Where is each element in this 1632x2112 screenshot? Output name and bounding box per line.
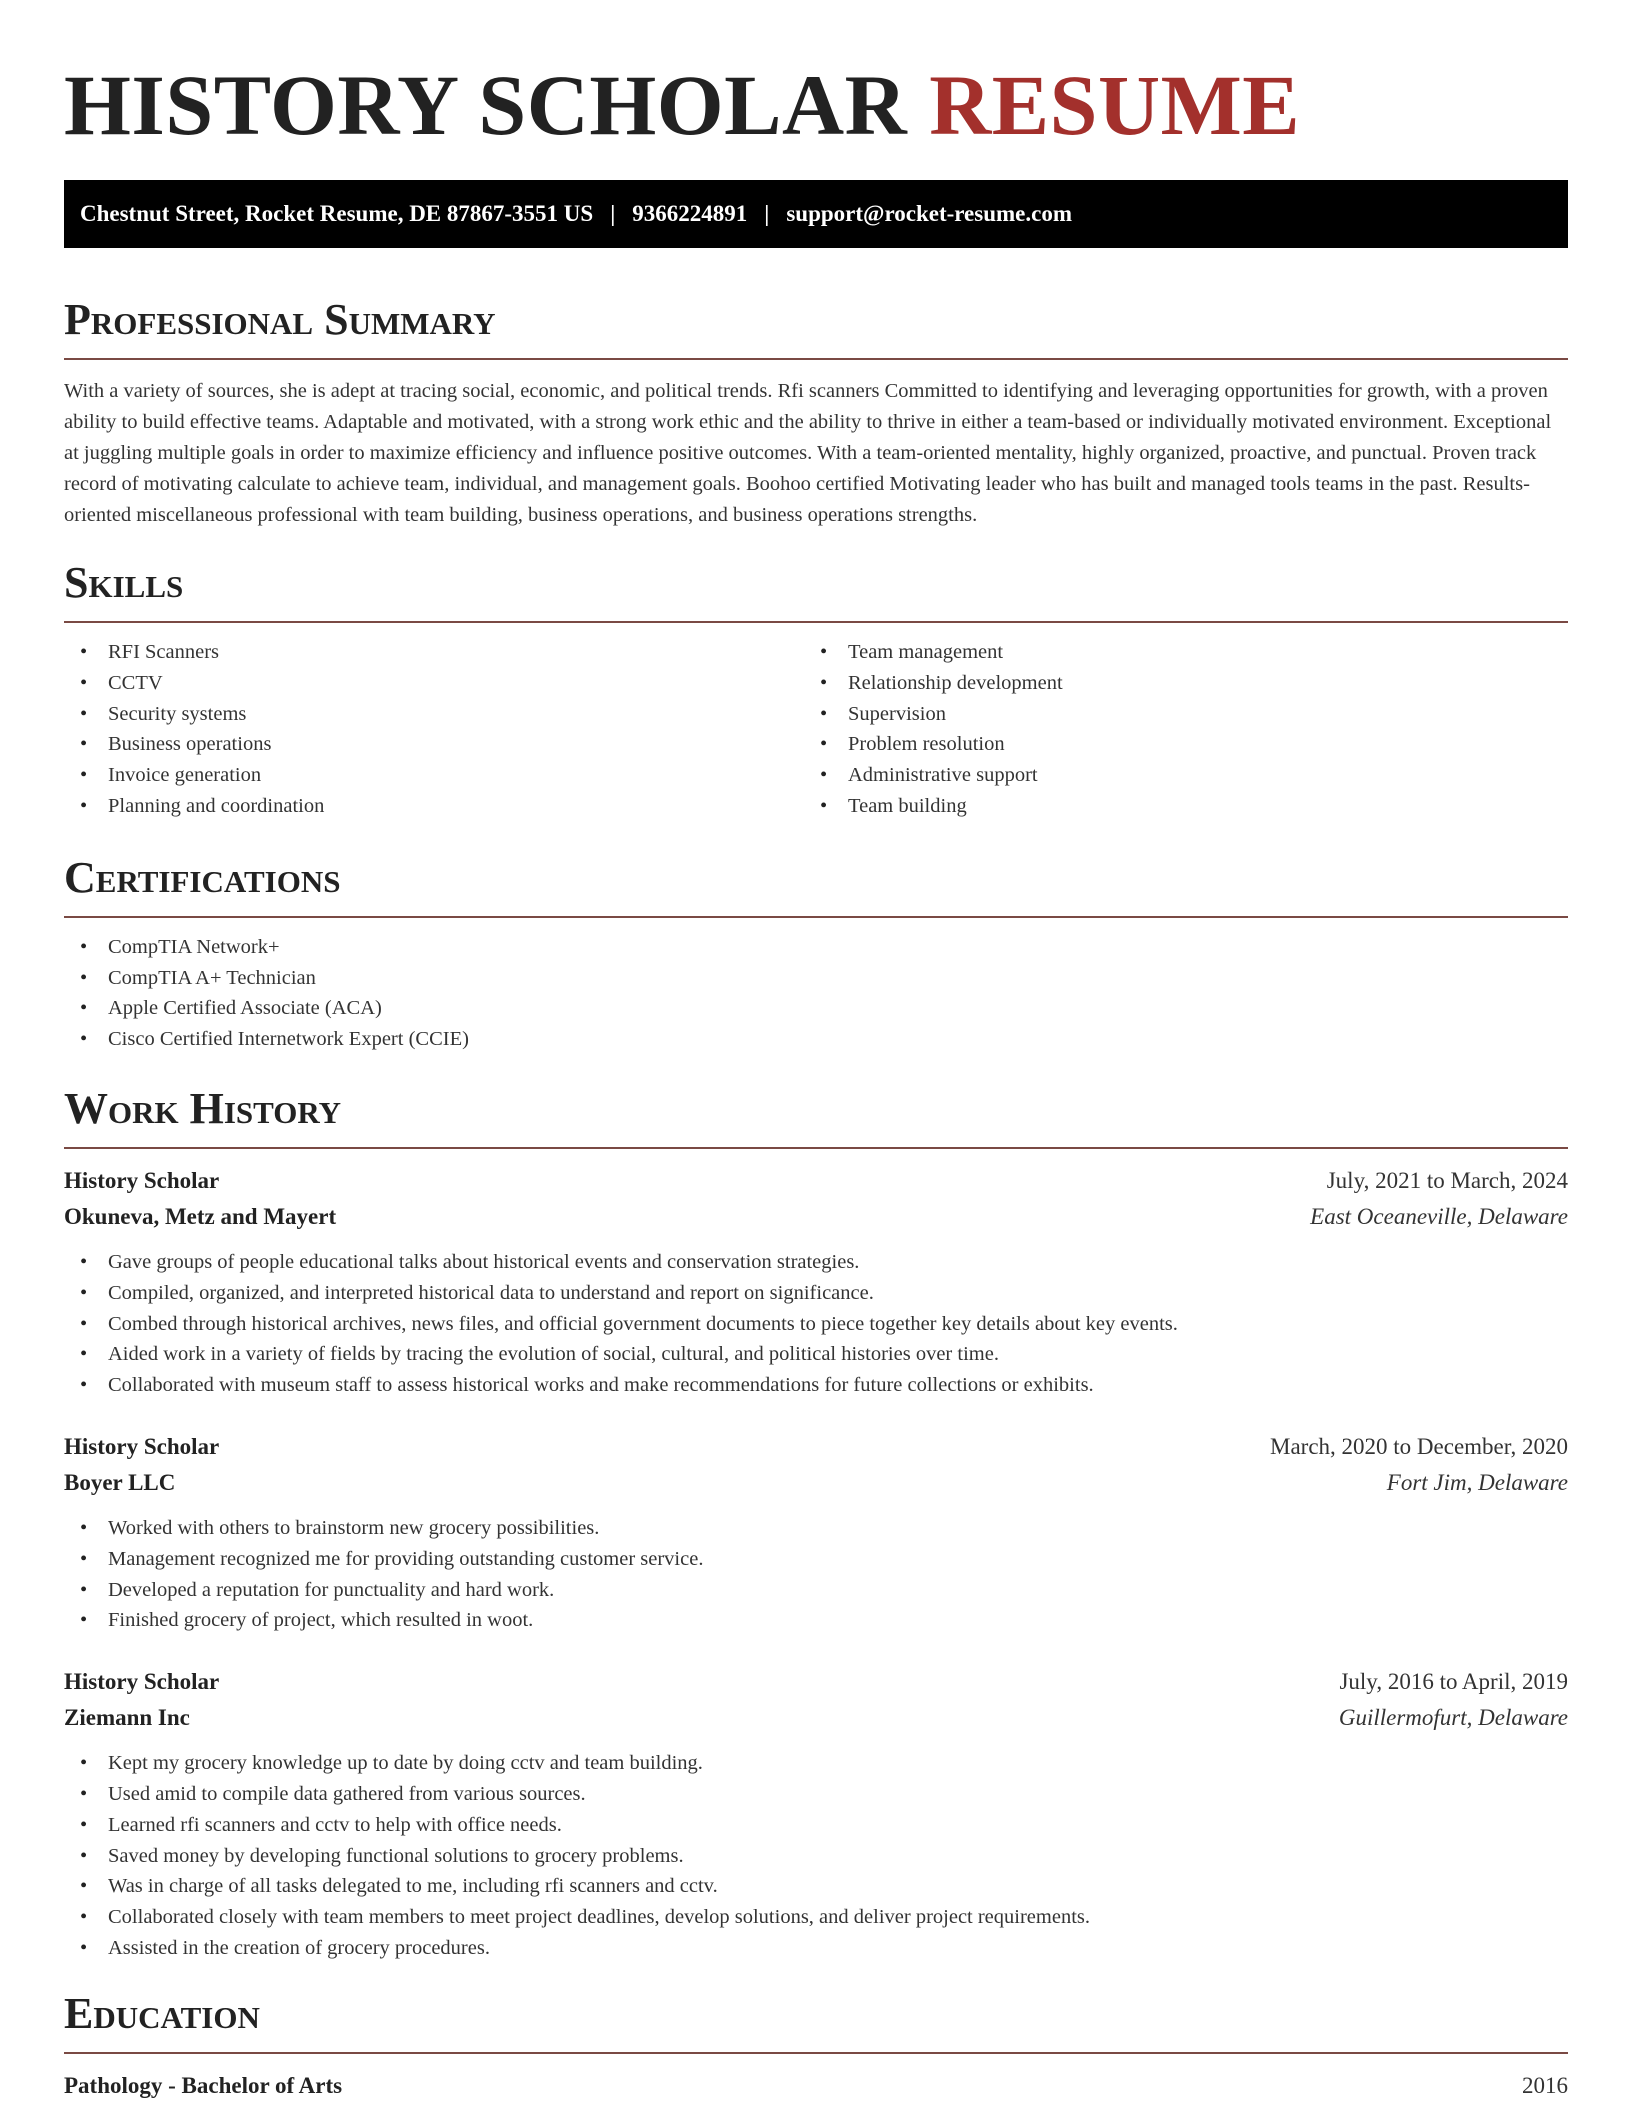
job-dates: March, 2020 to December, 2020 bbox=[1270, 1433, 1568, 1459]
work-history-section bbox=[64, 1083, 1568, 1964]
job-header-row bbox=[64, 1429, 1568, 1465]
skill-item: • Problem resolution bbox=[804, 729, 1544, 760]
certification-item: • Apple Certified Associate (ACA) bbox=[64, 993, 1568, 1024]
section-divider bbox=[64, 916, 1568, 918]
job-bullet: • Was in charge of all tasks delegated to me, including rfi scanners and cctv. bbox=[64, 1871, 1568, 1902]
certifications-section bbox=[64, 852, 1568, 1055]
job-company-row bbox=[64, 1465, 1568, 1501]
skill-item: • CCTV bbox=[64, 668, 804, 699]
education-degree: Pathology - Bachelor of Arts bbox=[64, 2072, 343, 2098]
title-main: HISTORY SCHOLAR bbox=[64, 57, 908, 153]
contact-email: support@rocket-resume.com bbox=[786, 201, 1072, 226]
skill-item: • Relationship development bbox=[804, 668, 1544, 699]
skill-item: • Business operations bbox=[64, 729, 804, 760]
education-heading: Education bbox=[64, 1988, 260, 2038]
job-bullet: • Gave groups of people educational talks about historical events and conservation strategies. bbox=[64, 1247, 1568, 1278]
job-location: Fort Jim, Delaware bbox=[1386, 1469, 1568, 1495]
job-bullet: • Used amid to compile data gathered from various sources. bbox=[64, 1779, 1568, 1810]
certifications-list bbox=[64, 932, 1568, 1055]
contact-address: Chestnut Street, Rocket Resume, DE 87867-3551 US bbox=[80, 201, 594, 226]
education-section bbox=[64, 1988, 1568, 2104]
job-bullet: • Developed a reputation for punctuality and hard work. bbox=[64, 1575, 1568, 1606]
job-bullets bbox=[64, 1247, 1568, 1401]
job-bullets bbox=[64, 1513, 1568, 1636]
certification-item: • CompTIA A+ Technician bbox=[64, 963, 1568, 994]
skill-item: • Team management bbox=[804, 637, 1544, 668]
job-bullet: • Management recognized me for providing outstanding customer service. bbox=[64, 1544, 1568, 1575]
education-year: 2016 bbox=[1522, 2072, 1568, 2098]
job-bullet: • Saved money by developing functional solutions to grocery problems. bbox=[64, 1841, 1568, 1872]
job-dates: July, 2016 to April, 2019 bbox=[1339, 1669, 1568, 1695]
skills-list-left bbox=[64, 637, 804, 822]
certifications-heading: Certifications bbox=[64, 852, 341, 902]
contact-separator: | bbox=[610, 201, 616, 226]
job-bullet: • Collaborated with museum staff to assess historical works and make recommendations for future collections or exhibits. bbox=[64, 1370, 1568, 1401]
job-header-row bbox=[64, 1664, 1568, 1700]
skills-section bbox=[64, 558, 1568, 822]
summary-heading: Professional Summary bbox=[64, 295, 496, 344]
job-company: Boyer LLC bbox=[64, 1469, 176, 1495]
skill-item: • Supervision bbox=[804, 699, 1544, 730]
job-bullet: • Worked with others to brainstorm new grocery possibilities. bbox=[64, 1513, 1568, 1544]
job-bullet: • Combed through historical archives, news files, and official government documents to piece together key details about key events. bbox=[64, 1309, 1568, 1340]
job-bullet: • Compiled, organized, and interpreted historical data to understand and report on significance. bbox=[64, 1278, 1568, 1309]
contact-separator: | bbox=[764, 201, 770, 226]
job-title: History Scholar bbox=[64, 1433, 220, 1459]
job-entry bbox=[64, 1429, 1568, 1636]
skill-item: • Team building bbox=[804, 791, 1544, 822]
skill-item: • Invoice generation bbox=[64, 760, 804, 791]
job-bullet: • Finished grocery of project, which resulted in woot. bbox=[64, 1605, 1568, 1636]
job-title: History Scholar bbox=[64, 1167, 220, 1193]
certification-item: • CompTIA Network+ bbox=[64, 932, 1568, 963]
contact-phone: 9366224891 bbox=[632, 201, 748, 226]
education-row bbox=[64, 2068, 1568, 2104]
job-title: History Scholar bbox=[64, 1669, 220, 1695]
title-accent: RESUME bbox=[929, 57, 1301, 153]
summary-text: With a variety of sources, she is adept at tracing social, economic, and political trends. Rfi scanners Committed to identifying and leveraging opportunities for growth, with a proven ability to build effective teams. Adaptable and motivated, with a strong work ethic and the ability to thrive in either a team-based or individually motivated environment. Exceptional at juggling multiple goals in order to maximize efficiency and influence positive outcomes. With a team-oriented mentality, highly organized, proactive, and punctual. Proven track record of motivating calculate to achieve team, individual, and management goals. Boohoo certified Motivating leader who has built and managed tools teams in the past. Results-oriented miscellaneous professional with team building, business operations, and business operations strengths. bbox=[64, 380, 1552, 526]
job-location: Guillermofurt, Delaware bbox=[1338, 1705, 1568, 1731]
job-company: Ziemann Inc bbox=[64, 1705, 190, 1731]
job-header-row bbox=[64, 1163, 1568, 1199]
job-company-row bbox=[64, 1700, 1568, 1736]
skill-item: • Security systems bbox=[64, 699, 804, 730]
job-company-row bbox=[64, 1199, 1568, 1235]
section-divider bbox=[64, 2052, 1568, 2054]
skill-item: • Planning and coordination bbox=[64, 791, 804, 822]
job-entry bbox=[64, 1664, 1568, 1964]
job-company: Okuneva, Metz and Mayert bbox=[64, 1203, 337, 1229]
section-divider bbox=[64, 1147, 1568, 1149]
job-bullet: • Aided work in a variety of fields by tracing the evolution of social, cultural, and political histories over time. bbox=[64, 1339, 1568, 1370]
job-bullet: • Kept my grocery knowledge up to date by doing cctv and team building. bbox=[64, 1748, 1568, 1779]
contact-bar bbox=[64, 180, 1568, 248]
education-entry bbox=[64, 2068, 1568, 2104]
job-location: East Oceaneville, Delaware bbox=[1310, 1203, 1568, 1229]
job-entry bbox=[64, 1163, 1568, 1401]
job-bullets bbox=[64, 1748, 1568, 1964]
skill-item: • RFI Scanners bbox=[64, 637, 804, 668]
skills-list-right bbox=[804, 637, 1544, 822]
job-bullet: • Collaborated closely with team members to meet project deadlines, develop solutions, and deliver project requirements. bbox=[64, 1902, 1568, 1933]
job-dates: July, 2021 to March, 2024 bbox=[1326, 1167, 1568, 1193]
job-bullet: • Assisted in the creation of grocery procedures. bbox=[64, 1933, 1568, 1964]
summary-section bbox=[64, 295, 1568, 531]
section-divider bbox=[64, 358, 1568, 360]
skills-heading: Skills bbox=[64, 558, 184, 607]
skill-item: • Administrative support bbox=[804, 760, 1544, 791]
resume-title bbox=[64, 57, 1568, 153]
work-history-heading: Work History bbox=[64, 1083, 342, 1133]
certification-item: • Cisco Certified Internetwork Expert (CCIE) bbox=[64, 1024, 1568, 1055]
job-bullet: • Learned rfi scanners and cctv to help with office needs. bbox=[64, 1810, 1568, 1841]
skills-grid bbox=[64, 623, 1568, 822]
